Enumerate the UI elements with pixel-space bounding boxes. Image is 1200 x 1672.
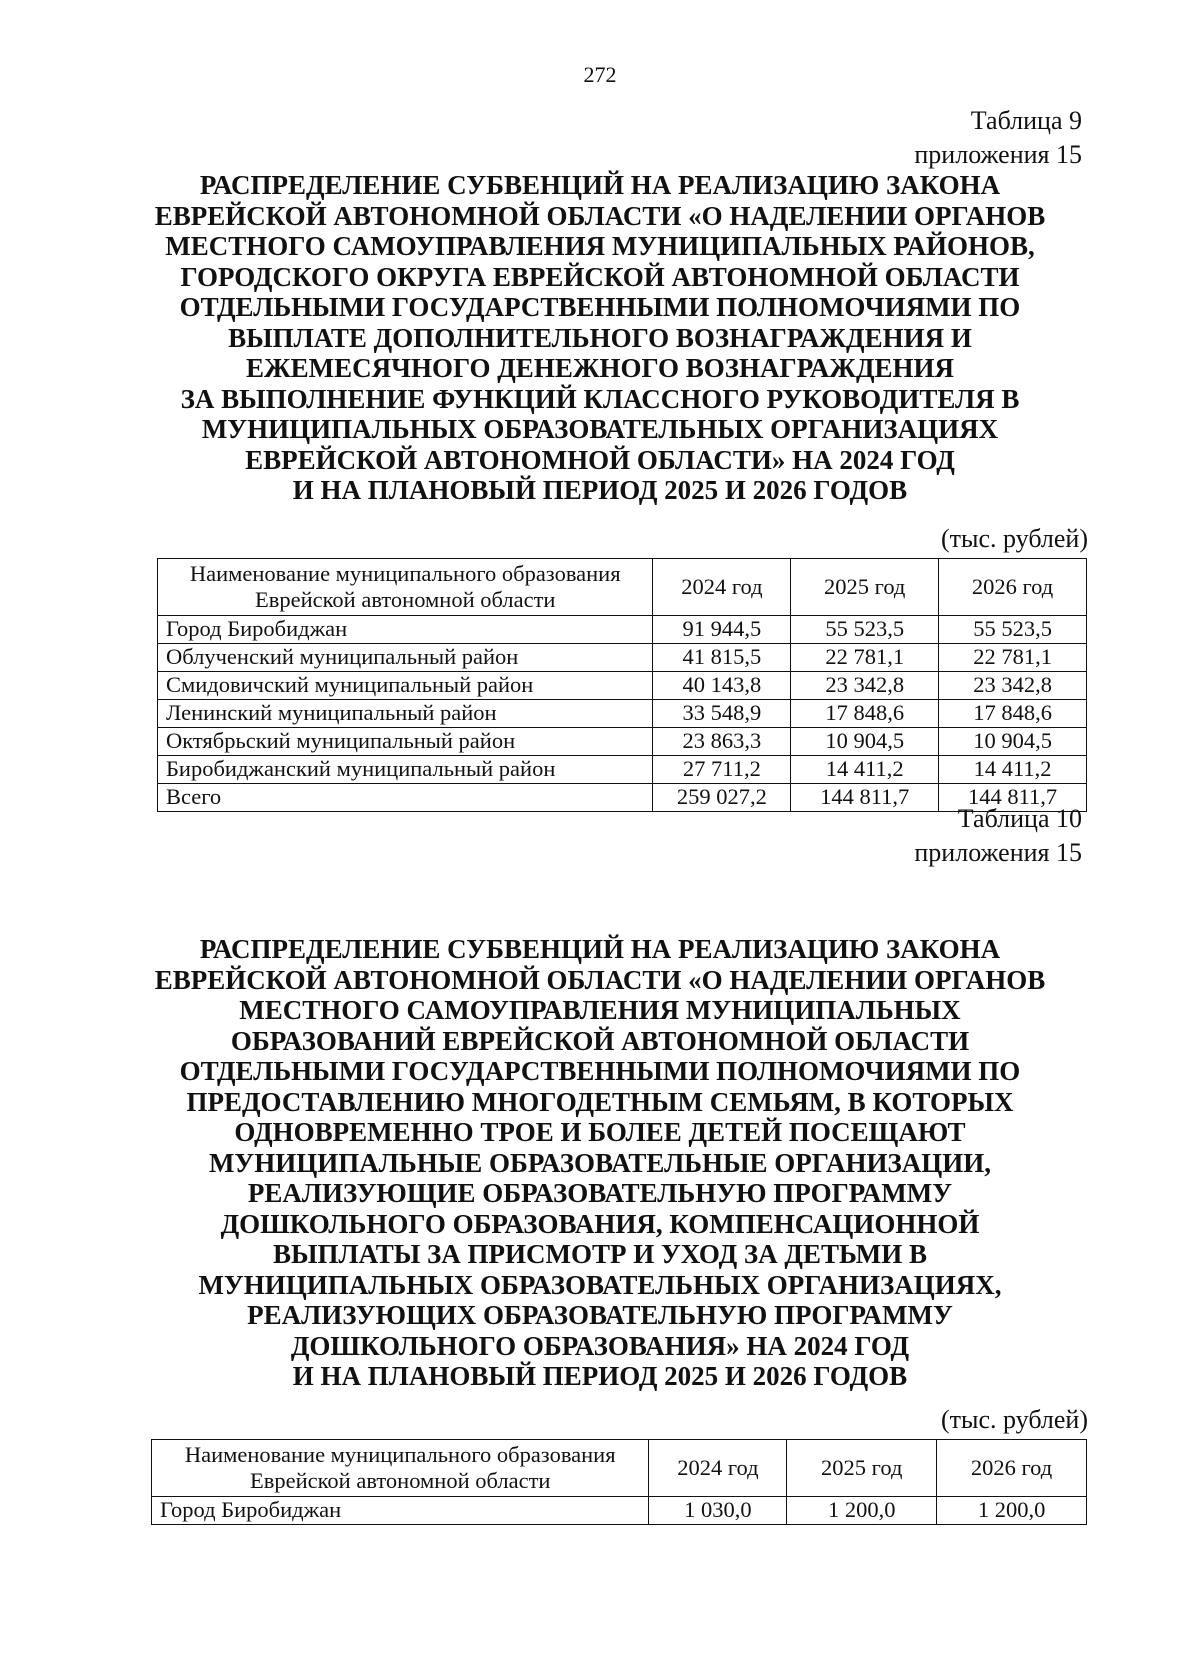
cell-2025: 14 411,2 bbox=[791, 756, 939, 784]
header-name bbox=[152, 1440, 649, 1497]
cell-2025: 1 200,0 bbox=[787, 1497, 937, 1525]
header-name-line: Наименование муниципального образования bbox=[184, 1442, 616, 1467]
table-row bbox=[152, 1497, 1087, 1525]
table9-caption-appendix: приложения 15 bbox=[914, 140, 1082, 169]
header-2026: 2026 год bbox=[937, 1440, 1087, 1497]
header-2024: 2024 год bbox=[649, 1440, 787, 1497]
cell-2026: 144 811,7 bbox=[939, 784, 1087, 812]
cell-name: Город Биробиджан bbox=[152, 1497, 649, 1525]
cell-2024: 27 711,2 bbox=[653, 756, 791, 784]
table10-title-line: ЕВРЕЙСКОЙ АВТОНОМНОЙ ОБЛАСТИ «О НАДЕЛЕНИИ ОРГАНОВ bbox=[154, 964, 1046, 995]
header-2026: 2026 год bbox=[939, 559, 1087, 616]
cell-name: Октябрьский муниципальный район bbox=[158, 728, 653, 756]
table10-title-line: ДОШКОЛЬНОГО ОБРАЗОВАНИЯ» НА 2024 ГОД bbox=[290, 1330, 910, 1361]
table-row bbox=[158, 728, 1087, 756]
table10-title-line: И НА ПЛАНОВЫЙ ПЕРИОД 2025 И 2026 ГОДОВ bbox=[292, 1361, 908, 1391]
table-row bbox=[158, 616, 1087, 644]
header-name bbox=[158, 559, 653, 616]
header-name-line: Еврейской автономной области bbox=[255, 587, 556, 612]
cell-2024: 23 863,3 bbox=[653, 728, 791, 756]
table10-caption bbox=[914, 802, 1082, 870]
cell-2024: 33 548,9 bbox=[653, 700, 791, 728]
table9-caption bbox=[914, 104, 1082, 172]
table9-title-line: И НА ПЛАНОВЫЙ ПЕРИОД 2025 И 2026 ГОДОВ bbox=[292, 475, 908, 505]
header-name-line: Еврейской автономной области bbox=[250, 1468, 551, 1493]
table9-title-line: РАСПРЕДЕЛЕНИЕ СУБВЕНЦИЙ НА РЕАЛИЗАЦИЮ ЗАКОНА bbox=[199, 170, 1001, 200]
cell-2025: 22 781,1 bbox=[791, 644, 939, 672]
table10-title-line: ОДНОВРЕМЕННО ТРОЕ И БОЛЕЕ ДЕТЕЙ ПОСЕЩАЮТ bbox=[234, 1117, 966, 1147]
cell-name: Биробиджанский муниципальный район bbox=[158, 756, 653, 784]
table-row bbox=[158, 644, 1087, 672]
table9-title-line: ЕВРЕЙСКОЙ АВТОНОМНОЙ ОБЛАСТИ «О НАДЕЛЕНИИ ОРГАНОВ bbox=[154, 200, 1046, 231]
table-row bbox=[158, 756, 1087, 784]
table10-title-line: ОТДЕЛЬНЫМИ ГОСУДАРСТВЕННЫМИ ПОЛНОМОЧИЯМИ ПО bbox=[179, 1056, 1021, 1086]
cell-2024: 40 143,8 bbox=[653, 672, 791, 700]
table10-title-line: РЕАЛИЗУЮЩИЕ ОБРАЗОВАТЕЛЬНУЮ ПРОГРАММУ bbox=[247, 1178, 953, 1208]
table10-title-line: МУНИЦИПАЛЬНЫХ ОБРАЗОВАТЕЛЬНЫХ ОРГАНИЗАЦИЯХ, bbox=[198, 1269, 1002, 1300]
table-row bbox=[158, 700, 1087, 728]
table10 bbox=[151, 1439, 1087, 1525]
cell-2025: 17 848,6 bbox=[791, 700, 939, 728]
table10-header-row bbox=[152, 1440, 1087, 1497]
table9-title-line: ОТДЕЛЬНЫМИ ГОСУДАРСТВЕННЫМИ ПОЛНОМОЧИЯМИ ПО bbox=[179, 292, 1021, 322]
cell-2024: 259 027,2 bbox=[653, 784, 791, 812]
table10-title bbox=[150, 934, 1050, 1392]
cell-2024: 41 815,5 bbox=[653, 644, 791, 672]
cell-2026: 17 848,6 bbox=[939, 700, 1087, 728]
header-2024: 2024 год bbox=[653, 559, 791, 616]
cell-2026: 14 411,2 bbox=[939, 756, 1087, 784]
header-2025: 2025 год bbox=[787, 1440, 937, 1497]
cell-2025: 23 342,8 bbox=[791, 672, 939, 700]
table9-title-line: ГОРОДСКОГО ОКРУГА ЕВРЕЙСКОЙ АВТОНОМНОЙ ОБЛАСТИ bbox=[180, 261, 1020, 292]
table10-title-line: МУНИЦИПАЛЬНЫЕ ОБРАЗОВАТЕЛЬНЫЕ ОРГАНИЗАЦИИ, bbox=[208, 1147, 992, 1178]
table10-units: (тыс. рублей) bbox=[940, 1405, 1088, 1434]
cell-2025: 10 904,5 bbox=[791, 728, 939, 756]
table9-title-line: ВЫПЛАТЕ ДОПОЛНИТЕЛЬНОГО ВОЗНАГРАЖДЕНИЯ И bbox=[228, 322, 972, 353]
table9-header-row bbox=[158, 559, 1087, 616]
table9-units: (тыс. рублей) bbox=[940, 524, 1088, 553]
table9-title-line: ЕЖЕМЕСЯЧНОГО ДЕНЕЖНОГО ВОЗНАГРАЖДЕНИЯ bbox=[245, 353, 955, 383]
header-name-line: Наименование муниципального образования bbox=[189, 561, 621, 586]
cell-name: Всего bbox=[158, 784, 653, 812]
table10-title-line: ПРЕДОСТАВЛЕНИЮ МНОГОДЕТНЫМ СЕМЬЯМ, В КОТОРЫХ bbox=[186, 1086, 1014, 1117]
table10-title-line: ВЫПЛАТЫ ЗА ПРИСМОТР И УХОД ЗА ДЕТЬМИ В bbox=[272, 1239, 928, 1269]
table10-title-line: РАСПРЕДЕЛЕНИЕ СУБВЕНЦИЙ НА РЕАЛИЗАЦИЮ ЗАКОНА bbox=[199, 934, 1001, 964]
cell-2024: 91 944,5 bbox=[653, 616, 791, 644]
cell-2026: 10 904,5 bbox=[939, 728, 1087, 756]
table9 bbox=[157, 558, 1087, 812]
table10-title-line: ДОШКОЛЬНОГО ОБРАЗОВАНИЯ, КОМПЕНСАЦИОННОЙ bbox=[220, 1208, 980, 1239]
cell-2025: 144 811,7 bbox=[791, 784, 939, 812]
table9-caption-number: Таблица 9 bbox=[970, 106, 1082, 135]
table9-title bbox=[150, 170, 1050, 506]
page-number: 272 bbox=[583, 62, 617, 87]
cell-2025: 55 523,5 bbox=[791, 616, 939, 644]
table10-caption-number: Таблица 10 bbox=[957, 804, 1082, 833]
cell-2026: 23 342,8 bbox=[939, 672, 1087, 700]
cell-2026: 22 781,1 bbox=[939, 644, 1087, 672]
cell-name: Ленинский муниципальный район bbox=[158, 700, 653, 728]
cell-name: Город Биробиджан bbox=[158, 616, 653, 644]
cell-2026: 55 523,5 bbox=[939, 616, 1087, 644]
table9-title-line: ЗА ВЫПОЛНЕНИЕ ФУНКЦИЙ КЛАССНОГО РУКОВОДИТЕЛЯ В bbox=[180, 383, 1020, 414]
table10-title-line: МЕСТНОГО САМОУПРАВЛЕНИЯ МУНИЦИПАЛЬНЫХ bbox=[239, 995, 961, 1025]
table9-title-line: ЕВРЕЙСКОЙ АВТОНОМНОЙ ОБЛАСТИ» НА 2024 ГОД bbox=[245, 444, 955, 475]
table-row bbox=[158, 672, 1087, 700]
cell-name: Смидовичский муниципальный район bbox=[158, 672, 653, 700]
table10-caption-appendix: приложения 15 bbox=[914, 838, 1082, 867]
cell-2026: 1 200,0 bbox=[937, 1497, 1087, 1525]
cell-name: Облученский муниципальный район bbox=[158, 644, 653, 672]
cell-2024: 1 030,0 bbox=[649, 1497, 787, 1525]
header-2025: 2025 год bbox=[791, 559, 939, 616]
table10-title-line: ОБРАЗОВАНИЙ ЕВРЕЙСКОЙ АВТОНОМНОЙ ОБЛАСТИ bbox=[230, 1025, 970, 1056]
table9-title-line: МУНИЦИПАЛЬНЫХ ОБРАЗОВАТЕЛЬНЫХ ОРГАНИЗАЦИЯХ bbox=[201, 414, 999, 444]
table9-title-line: МЕСТНОГО САМОУПРАВЛЕНИЯ МУНИЦИПАЛЬНЫХ РАЙОНОВ, bbox=[165, 231, 1035, 261]
table10-title-line: РЕАЛИЗУЮЩИХ ОБРАЗОВАТЕЛЬНУЮ ПРОГРАММУ bbox=[247, 1300, 953, 1330]
